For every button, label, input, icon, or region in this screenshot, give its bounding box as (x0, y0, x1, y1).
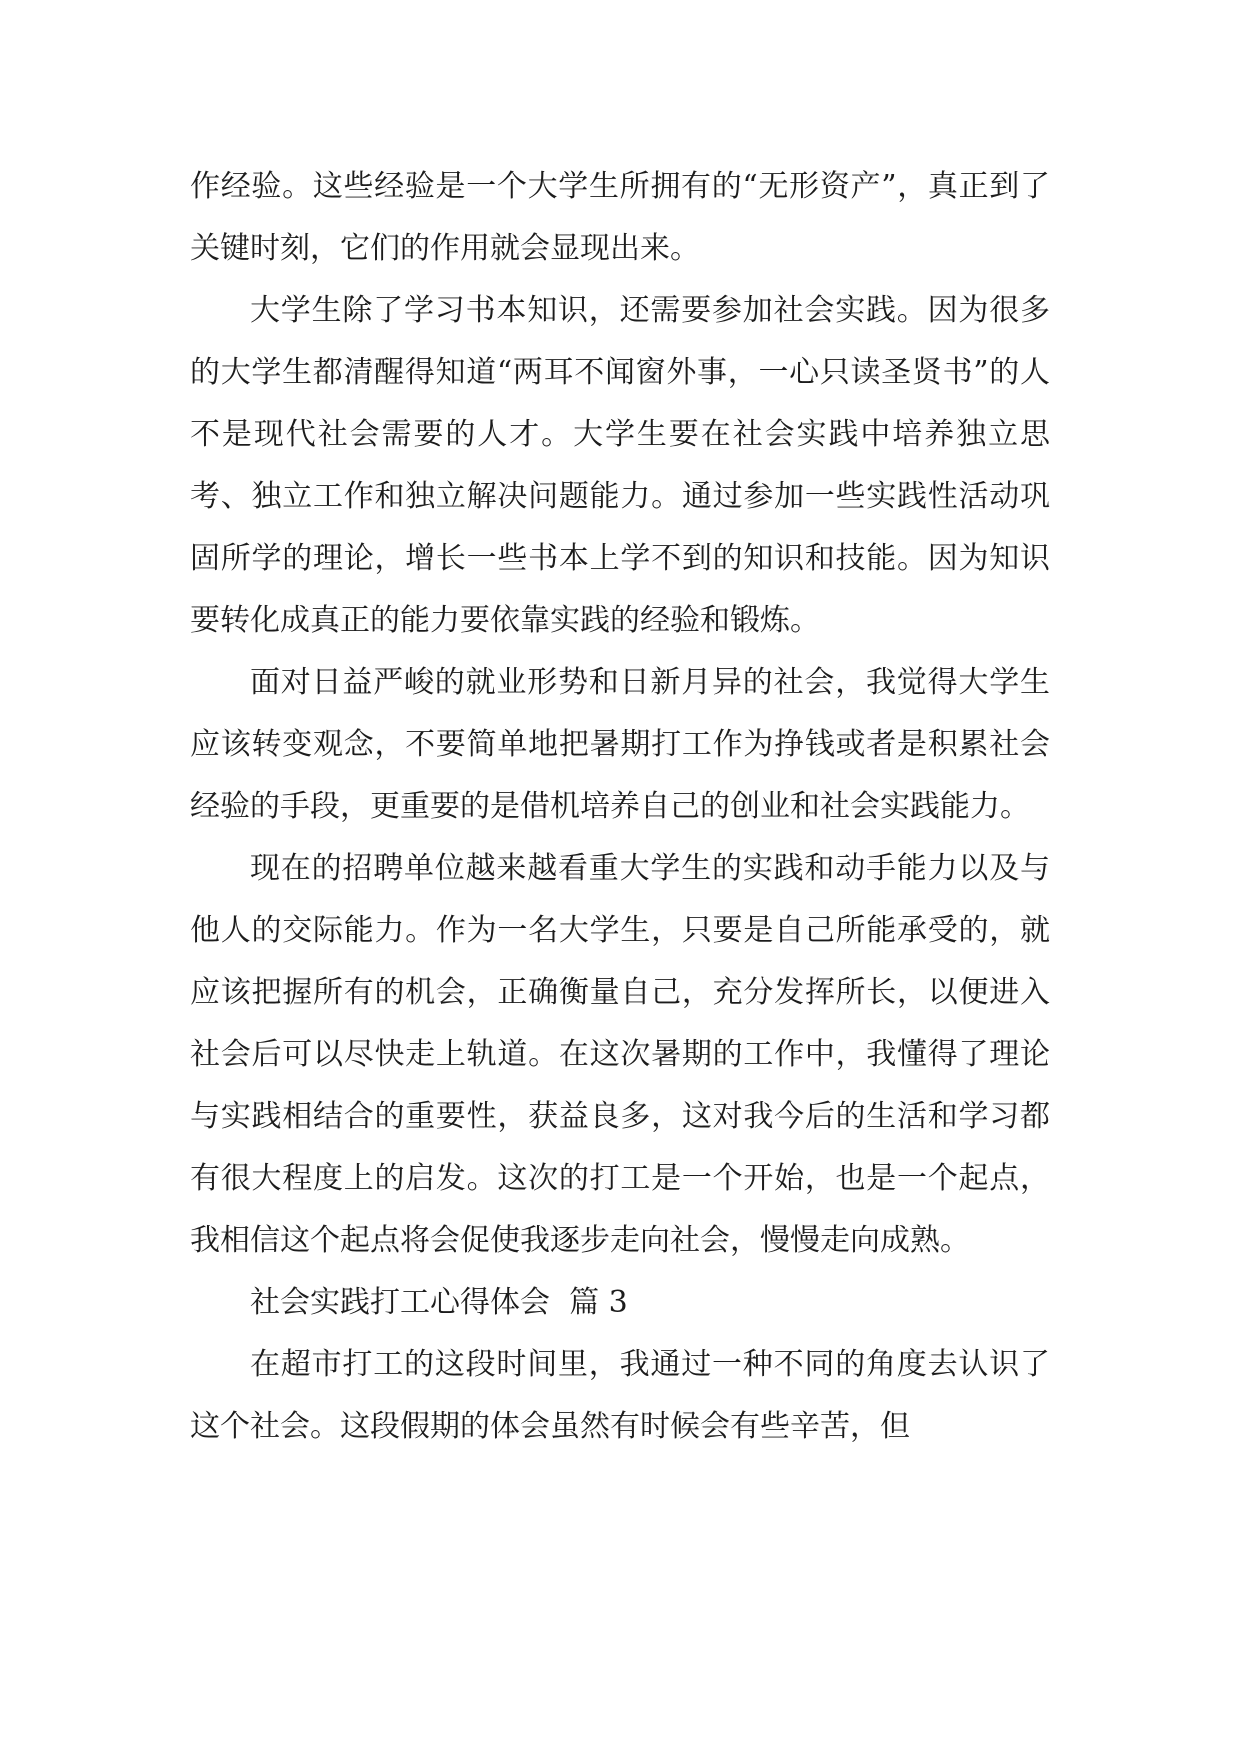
paragraph-5: 在超市打工的这段时间里，我通过一种不同的角度去认识了这个社会。这段假期的体会虽然有时候会有些辛苦，但 (190, 1347, 1050, 1444)
paragraph-1: 作经验。这些经验是一个大学生所拥有的“无形资产”，真正到了关键时刻，它们的作用就会显现出来。 (190, 169, 1050, 266)
document-body (190, 156, 1050, 1458)
paragraph-2: 大学生除了学习书本知识，还需要参加社会实践。因为很多的大学生都清醒得知道“两耳不闻窗外事，一心只读圣贤书”的人不是现代社会需要的人才。大学生要在社会实践中培养独立思考、独立工作和独立解决问题能力。通过参加一些实践性活动巩固所学的理论，增长一些书本上学不到的知识和技能。因为知识要转化成真正的能力要依靠实践的经验和锻炼。 (190, 293, 1050, 638)
section-heading: 社会实践打工心得体会 篇 3 (250, 1285, 628, 1320)
paragraph-4: 现在的招聘单位越来越看重大学生的实践和动手能力以及与他人的交际能力。作为一名大学生，只要是自己所能承受的，就应该把握所有的机会，正确衡量自己，充分发挥所长，以便进入社会后可以尽快走上轨道。在这次暑期的工作中，我懂得了理论与实践相结合的重要性，获益良多，这对我今后的生活和学习都有很大程度上的启发。这次的打工是一个开始，也是一个起点，我相信这个起点将会促使我逐步走向社会，慢慢走向成熟。 (190, 851, 1050, 1258)
paragraph-3: 面对日益严峻的就业形势和日新月异的社会，我觉得大学生应该转变观念，不要简单地把暑期打工作为挣钱或者是积累社会经验的手段，更重要的是借机培养自己的创业和社会实践能力。 (190, 665, 1050, 824)
